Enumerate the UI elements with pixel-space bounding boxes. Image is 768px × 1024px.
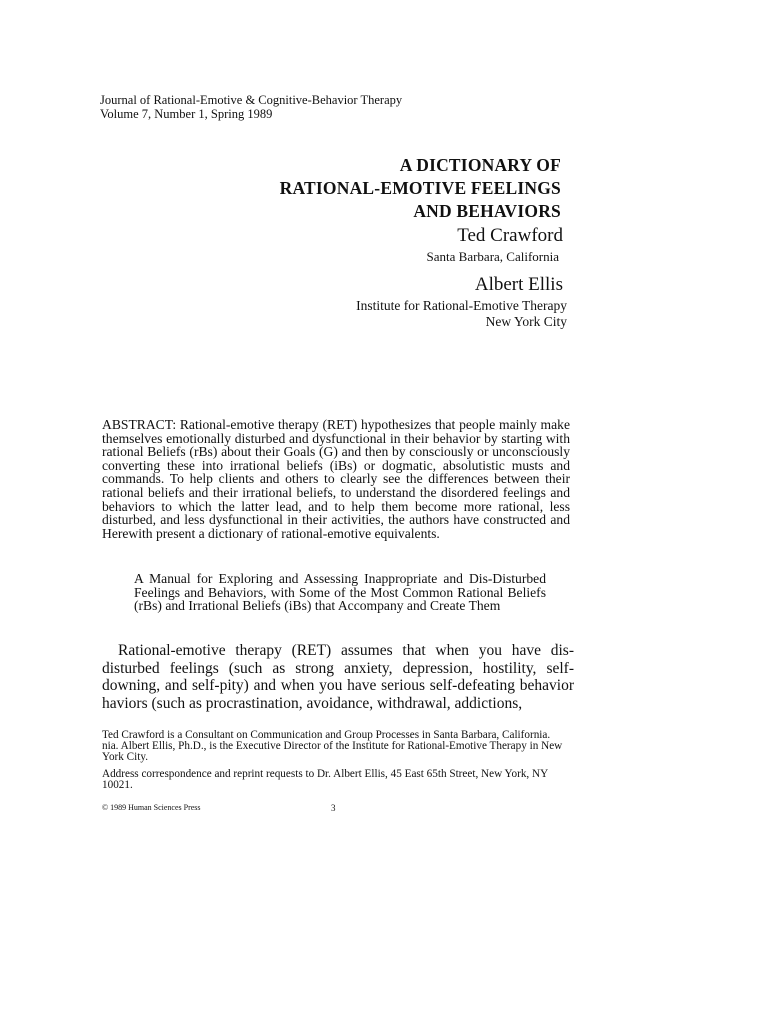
body-paragraph: Rational-emotive therapy (RET) assumes that when you have dis-disturbed feelings (such as strong anxiety, depression, hostility, self-downing, and self-pity) and when you have serious self-defeating behavior haviors (such as procrastination, avoidance, withdrawal, addictions, <box>102 642 574 712</box>
affiliation-institute: Institute for Rational-Emotive Therapy <box>356 298 567 313</box>
journal-volume: Volume 7, Number 1, Spring 1989 <box>100 107 273 121</box>
correspondence-footnote: Address correspondence and reprint requests to Dr. Albert Ellis, 45 East 65th Street, New York, NY 10021. <box>102 767 548 791</box>
author-bio-footnote: Ted Crawford is a Consultant on Communication and Group Processes in Santa Barbara, California. nia. Albert Ellis, Ph.D., is the Executive Director of the Institute for Rational-Emotive Therapy in New York City. <box>102 729 563 764</box>
abstract: ABSTRACT: Rational-emotive therapy (RET) hypothesizes that people mainly make themselves emotionally disturbed and dysfunctional in their behavior by starting with rational Beliefs (rBs) about their Goals (G) and then by consciously or unconsciously converting these into irrational beliefs (iBs) or dogmatic, absolutistic musts and commands. To help clients and others to clearly see the differences between their rational beliefs and their irrational beliefs, to understand the disordered feelings and behaviors to which the latter lead, and to help them become more rational, less disturbed, and less dysfunctional in their activities, the authors have constructed and Herewith present a dictionary of rational-emotive equivalents. <box>102 417 570 541</box>
journal-name: Journal of Rational-Emotive & Cognitive-Behavior Therapy <box>100 93 403 107</box>
article-title <box>280 154 561 223</box>
page-number: 3 <box>331 803 336 813</box>
author-name: Albert Ellis <box>474 274 563 295</box>
affiliation-city: New York City <box>485 314 567 329</box>
title-line-3: AND BEHAVIORS <box>413 201 561 221</box>
manual-subtitle: A Manual for Exploring and Assessing Inappropriate and Dis-Disturbed Feelings and Behaviors, with Some of the Most Common Rational Beliefs (rBs) and Irrational Beliefs (iBs) that Accompany and Create Them <box>134 571 546 614</box>
journal-header <box>100 93 402 121</box>
footnotes <box>102 730 567 796</box>
title-line-1: A DICTIONARY OF <box>399 155 561 175</box>
author-affiliation <box>356 298 567 330</box>
title-line-2: RATIONAL-EMOTIVE FEELINGS <box>279 178 561 198</box>
author-affiliation: Santa Barbara, California <box>426 249 559 264</box>
copyright-notice: © 1989 Human Sciences Press <box>102 803 201 812</box>
author-name: Ted Crawford <box>457 225 563 246</box>
